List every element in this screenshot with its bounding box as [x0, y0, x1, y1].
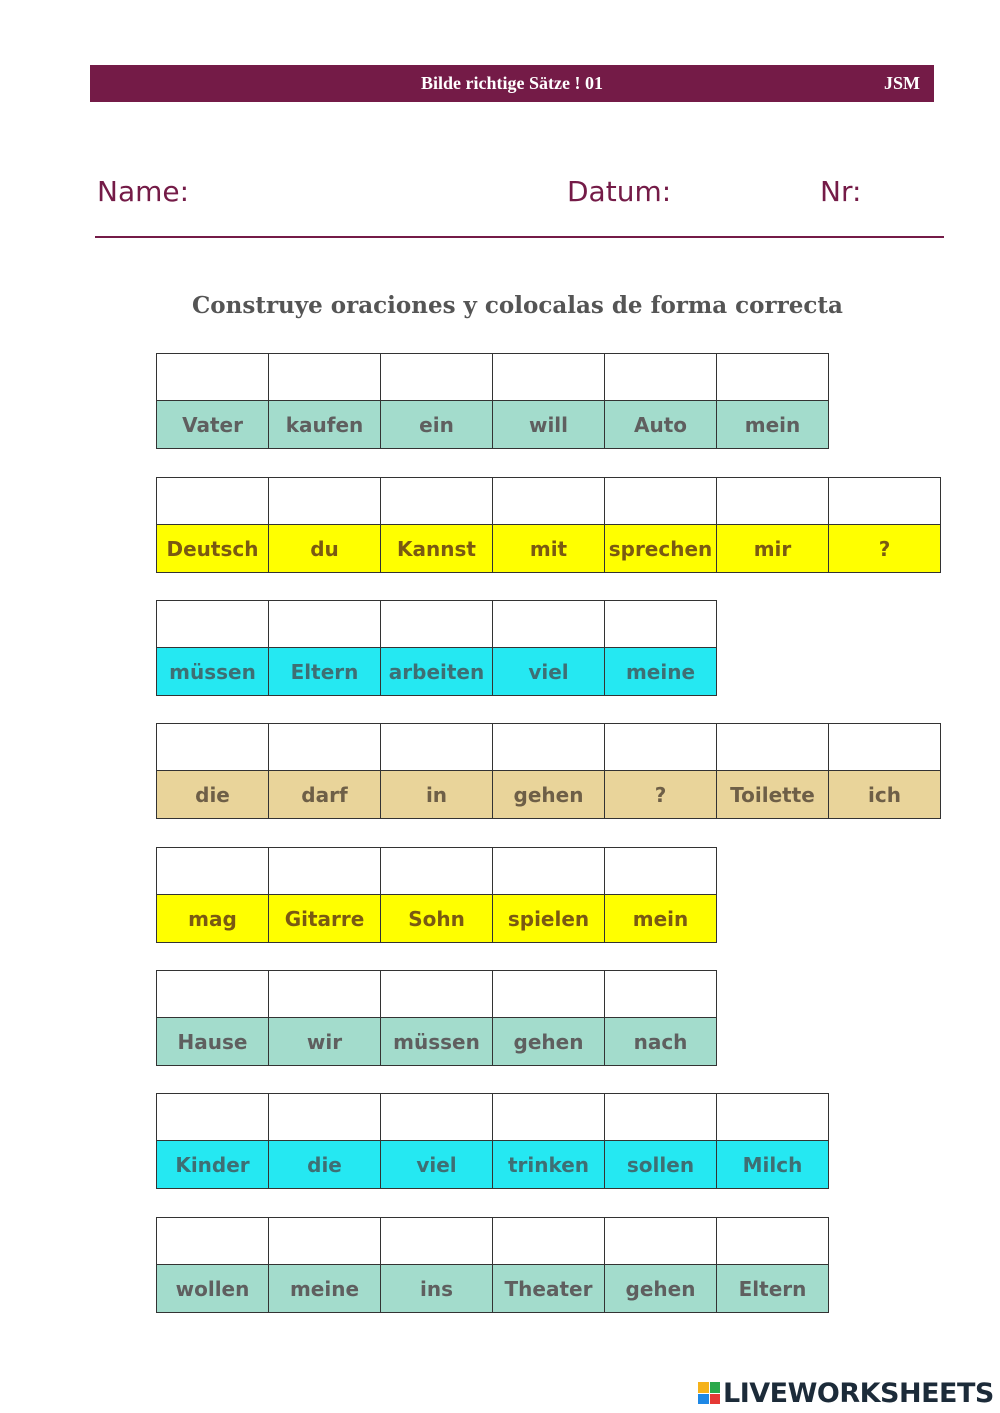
answer-drop-box[interactable]	[269, 723, 380, 771]
answer-drop-box[interactable]	[717, 353, 828, 401]
word-tile[interactable]: Eltern	[269, 648, 380, 696]
word-tile[interactable]: mir	[717, 525, 828, 573]
word-tile[interactable]: mein	[717, 401, 828, 449]
word-tile[interactable]: Kinder	[157, 1141, 268, 1189]
answer-drop-box[interactable]	[157, 970, 268, 1018]
word-tile[interactable]: Toilette	[717, 771, 828, 819]
answer-drop-box[interactable]	[493, 1093, 604, 1141]
word-tile[interactable]: ein	[381, 401, 492, 449]
word-column	[829, 477, 941, 573]
word-tile[interactable]: trinken	[493, 1141, 604, 1189]
word-column	[605, 970, 717, 1066]
word-tile[interactable]: Kannst	[381, 525, 492, 573]
word-tile[interactable]: arbeiten	[381, 648, 492, 696]
answer-drop-box[interactable]	[717, 477, 828, 525]
word-column	[269, 353, 381, 449]
answer-drop-box[interactable]	[381, 1217, 492, 1265]
exercise-row-1	[156, 353, 829, 449]
word-column	[269, 723, 381, 819]
word-column	[605, 723, 717, 819]
answer-drop-box[interactable]	[381, 1093, 492, 1141]
word-column	[605, 847, 717, 943]
word-column	[717, 1093, 829, 1189]
word-tile[interactable]: Gitarre	[269, 895, 380, 943]
answer-drop-box[interactable]	[605, 1217, 716, 1265]
exercise-row-6	[156, 970, 717, 1066]
word-tile[interactable]: gehen	[493, 1018, 604, 1066]
word-tile[interactable]: gehen	[493, 771, 604, 819]
answer-drop-box[interactable]	[493, 723, 604, 771]
word-column	[493, 1093, 605, 1189]
word-column	[493, 970, 605, 1066]
word-column	[157, 723, 269, 819]
word-column	[381, 970, 493, 1066]
word-column	[157, 1093, 269, 1189]
answer-drop-box[interactable]	[269, 1093, 380, 1141]
author-initials: JSM	[884, 73, 920, 93]
exercise-row-4	[156, 723, 941, 819]
answer-drop-box[interactable]	[381, 600, 492, 648]
word-tile[interactable]: kaufen	[269, 401, 380, 449]
word-tile[interactable]: meine	[605, 648, 716, 696]
word-column	[157, 1217, 269, 1313]
exercise-row-7	[156, 1093, 829, 1189]
word-column	[605, 477, 717, 573]
word-tile[interactable]: ins	[381, 1265, 492, 1313]
answer-drop-box[interactable]	[157, 723, 268, 771]
answer-drop-box[interactable]	[269, 1217, 380, 1265]
answer-drop-box[interactable]	[157, 353, 268, 401]
worksheet-title: Bilde richtige Sätze ! 01	[421, 73, 603, 93]
word-column	[269, 477, 381, 573]
answer-drop-box[interactable]	[157, 477, 268, 525]
answer-drop-box[interactable]	[605, 1093, 716, 1141]
answer-drop-box[interactable]	[157, 1093, 268, 1141]
answer-drop-box[interactable]	[605, 353, 716, 401]
word-column	[269, 970, 381, 1066]
word-tile[interactable]: ich	[829, 771, 940, 819]
number-label: Nr:	[820, 175, 862, 208]
answer-drop-box[interactable]	[605, 477, 716, 525]
word-column	[269, 847, 381, 943]
word-tile[interactable]: Hause	[157, 1018, 268, 1066]
answer-drop-box[interactable]	[605, 600, 716, 648]
answer-drop-box[interactable]	[381, 353, 492, 401]
word-tile[interactable]: meine	[269, 1265, 380, 1313]
word-tile[interactable]: müssen	[381, 1018, 492, 1066]
answer-drop-box[interactable]	[717, 1093, 828, 1141]
word-column	[605, 1093, 717, 1189]
word-column	[381, 1217, 493, 1313]
word-tile[interactable]: die	[269, 1141, 380, 1189]
exercise-row-2	[156, 477, 941, 573]
answer-drop-box[interactable]	[493, 600, 604, 648]
answer-drop-box[interactable]	[269, 353, 380, 401]
worksheet-header-banner	[90, 65, 934, 102]
word-tile[interactable]: mag	[157, 895, 268, 943]
answer-drop-box[interactable]	[269, 477, 380, 525]
word-column	[717, 353, 829, 449]
word-column	[605, 600, 717, 696]
word-column	[717, 723, 829, 819]
answer-drop-box[interactable]	[717, 1217, 828, 1265]
word-tile[interactable]: ?	[605, 771, 716, 819]
word-column	[381, 1093, 493, 1189]
date-label: Datum:	[567, 175, 672, 208]
word-tile[interactable]: Theater	[493, 1265, 604, 1313]
word-column	[493, 847, 605, 943]
word-column	[381, 477, 493, 573]
word-column	[493, 723, 605, 819]
answer-drop-box[interactable]	[829, 723, 940, 771]
word-tile[interactable]: Eltern	[717, 1265, 828, 1313]
answer-drop-box[interactable]	[829, 477, 940, 525]
word-column	[157, 353, 269, 449]
answer-drop-box[interactable]	[269, 847, 380, 895]
answer-drop-box[interactable]	[717, 723, 828, 771]
liveworksheets-logo	[698, 1378, 994, 1408]
exercise-row-5	[156, 847, 717, 943]
word-tile[interactable]: will	[493, 401, 604, 449]
word-tile[interactable]: Deutsch	[157, 525, 268, 573]
word-column	[157, 600, 269, 696]
word-column	[157, 970, 269, 1066]
word-tile[interactable]: Vater	[157, 401, 268, 449]
answer-drop-box[interactable]	[269, 970, 380, 1018]
word-column	[493, 1217, 605, 1313]
word-column	[381, 600, 493, 696]
word-tile[interactable]: viel	[493, 648, 604, 696]
answer-drop-box[interactable]	[605, 723, 716, 771]
word-column	[269, 1217, 381, 1313]
word-column	[829, 723, 941, 819]
answer-drop-box[interactable]	[493, 1217, 604, 1265]
word-tile[interactable]: wir	[269, 1018, 380, 1066]
word-tile[interactable]: gehen	[605, 1265, 716, 1313]
word-column	[381, 353, 493, 449]
word-tile[interactable]: nach	[605, 1018, 716, 1066]
word-column	[493, 477, 605, 573]
logo-text: LIVEWORKSHEETS	[723, 1377, 994, 1409]
word-tile[interactable]: Milch	[717, 1141, 828, 1189]
word-column	[157, 477, 269, 573]
answer-drop-box[interactable]	[381, 723, 492, 771]
instruction-text: Construye oraciones y colocalas de forma correcta	[192, 292, 843, 319]
word-column	[381, 723, 493, 819]
word-column	[269, 1093, 381, 1189]
word-tile[interactable]: spielen	[493, 895, 604, 943]
answer-drop-box[interactable]	[269, 600, 380, 648]
answer-drop-box[interactable]	[493, 353, 604, 401]
answer-drop-box[interactable]	[605, 970, 716, 1018]
answer-drop-box[interactable]	[493, 477, 604, 525]
answer-drop-box[interactable]	[493, 847, 604, 895]
answer-drop-box[interactable]	[157, 600, 268, 648]
word-tile[interactable]: darf	[269, 771, 380, 819]
word-column	[269, 600, 381, 696]
word-tile[interactable]: sollen	[605, 1141, 716, 1189]
answer-drop-box[interactable]	[381, 970, 492, 1018]
word-tile[interactable]: ?	[829, 525, 940, 573]
word-tile[interactable]: müssen	[157, 648, 268, 696]
word-column	[605, 353, 717, 449]
word-tile[interactable]: wollen	[157, 1265, 268, 1313]
exercise-row-3	[156, 600, 717, 696]
word-tile[interactable]: viel	[381, 1141, 492, 1189]
answer-drop-box[interactable]	[605, 847, 716, 895]
word-tile[interactable]: Sohn	[381, 895, 492, 943]
word-column	[493, 353, 605, 449]
word-column	[381, 847, 493, 943]
word-column	[717, 1217, 829, 1313]
word-tile[interactable]: sprechen	[605, 525, 716, 573]
word-tile[interactable]: Auto	[605, 401, 716, 449]
answer-drop-box[interactable]	[381, 477, 492, 525]
word-tile[interactable]: mit	[493, 525, 604, 573]
answer-drop-box[interactable]	[157, 1217, 268, 1265]
answer-drop-box[interactable]	[381, 847, 492, 895]
answer-drop-box[interactable]	[493, 970, 604, 1018]
word-tile[interactable]: mein	[605, 895, 716, 943]
word-tile[interactable]: in	[381, 771, 492, 819]
answer-drop-box[interactable]	[157, 847, 268, 895]
word-column	[605, 1217, 717, 1313]
header-divider	[95, 236, 944, 238]
exercise-row-8	[156, 1217, 829, 1313]
word-column	[493, 600, 605, 696]
word-tile[interactable]: du	[269, 525, 380, 573]
word-column	[157, 847, 269, 943]
word-column	[717, 477, 829, 573]
word-tile[interactable]: die	[157, 771, 268, 819]
name-label: Name:	[97, 175, 190, 208]
liveworksheets-logo-icon	[698, 1382, 720, 1404]
